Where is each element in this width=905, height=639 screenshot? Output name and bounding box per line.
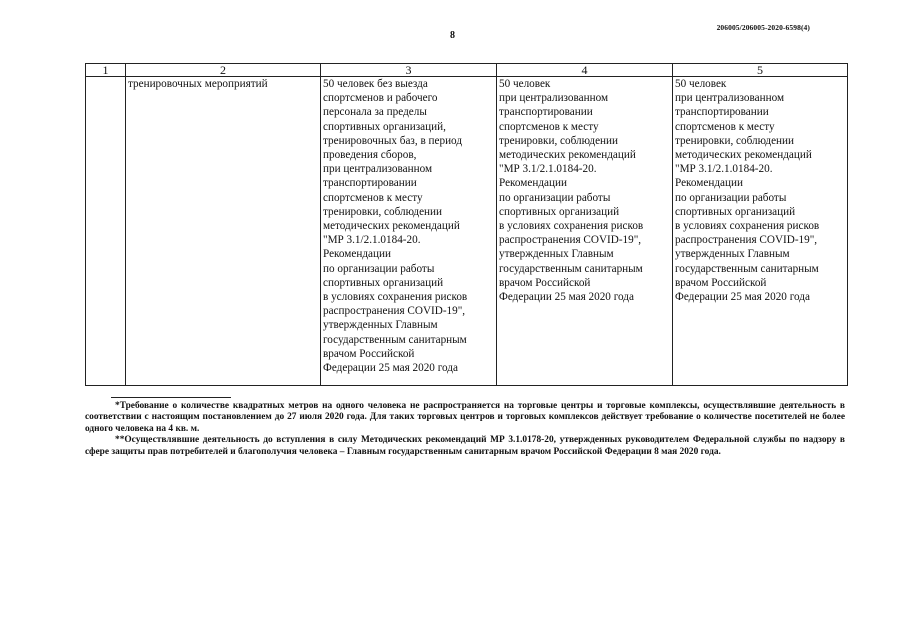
footnote: **Осуществлявшие деятельность до вступления в силу Методических рекомендаций МР 3.1.0178-20, утвержденных руководителем Федеральной службы по надзору в сфере защиты прав потребителей и благополучия человека – Главным государственным санитарным врачом Российской Федерации 8 мая 2020 года. xyxy=(85,435,845,457)
column-header: 2 xyxy=(126,64,321,77)
table-cell xyxy=(86,77,126,386)
page-number: 8 xyxy=(450,30,455,41)
table-cell: 50 человек при централизованном транспортировании спортсменов к месту тренировки, соблюдении методических рекомендаций "МР 3.1/2.1.0184-20. Рекомендации по организации работы спортивных организаций в условиях сохранения рисков распространения COVID-19", утвержденных Главным государственным санитарным врачом Российской Федерации 25 мая 2020 года xyxy=(497,77,673,386)
table-row xyxy=(86,77,848,386)
column-header: 4 xyxy=(497,64,673,77)
footnotes xyxy=(85,401,845,458)
column-header: 3 xyxy=(321,64,497,77)
footnote: *Требование о количестве квадратных метров на одного человека не распространяется на торговые центры и торговые комплексы, осуществлявшие деятельность в соответствии с настоящим постановлением до 27 июля 2020 года. Для таких торговых центров и торговых комплексов действует требование о количестве посетителей не более одного человека на 4 кв. м. xyxy=(85,401,845,434)
column-header: 5 xyxy=(673,64,848,77)
footnote-divider xyxy=(111,397,231,398)
table-header-row xyxy=(86,64,848,77)
document-id: 206005/206005-2020-6598(4) xyxy=(716,23,810,32)
table-cell: 50 человек без выезда спортсменов и рабочего персонала за пределы спортивных организаций, тренировочных баз, в период проведения сборов, при централизованном транспортировании спортсменов к месту тренировки, соблюдении методических рекомендаций "МР 3.1/2.1.0184-20. Рекомендации по организации работы спортивных организаций в условиях сохранения рисков распространения COVID-19", утвержденных Главным государственным санитарным врачом Российской Федерации 25 мая 2020 года xyxy=(321,77,497,386)
table-cell: 50 человек при централизованном транспортировании спортсменов к месту тренировки, соблюдении методических рекомендаций "МР 3.1/2.1.0184-20. Рекомендации по организации работы спортивных организаций в условиях сохранения рисков распространения COVID-19", утвержденных Главным государственным санитарным врачом Российской Федерации 25 мая 2020 года xyxy=(673,77,848,386)
table-cell: тренировочных мероприятий xyxy=(126,77,321,386)
column-header: 1 xyxy=(86,64,126,77)
restrictions-table xyxy=(85,63,848,386)
